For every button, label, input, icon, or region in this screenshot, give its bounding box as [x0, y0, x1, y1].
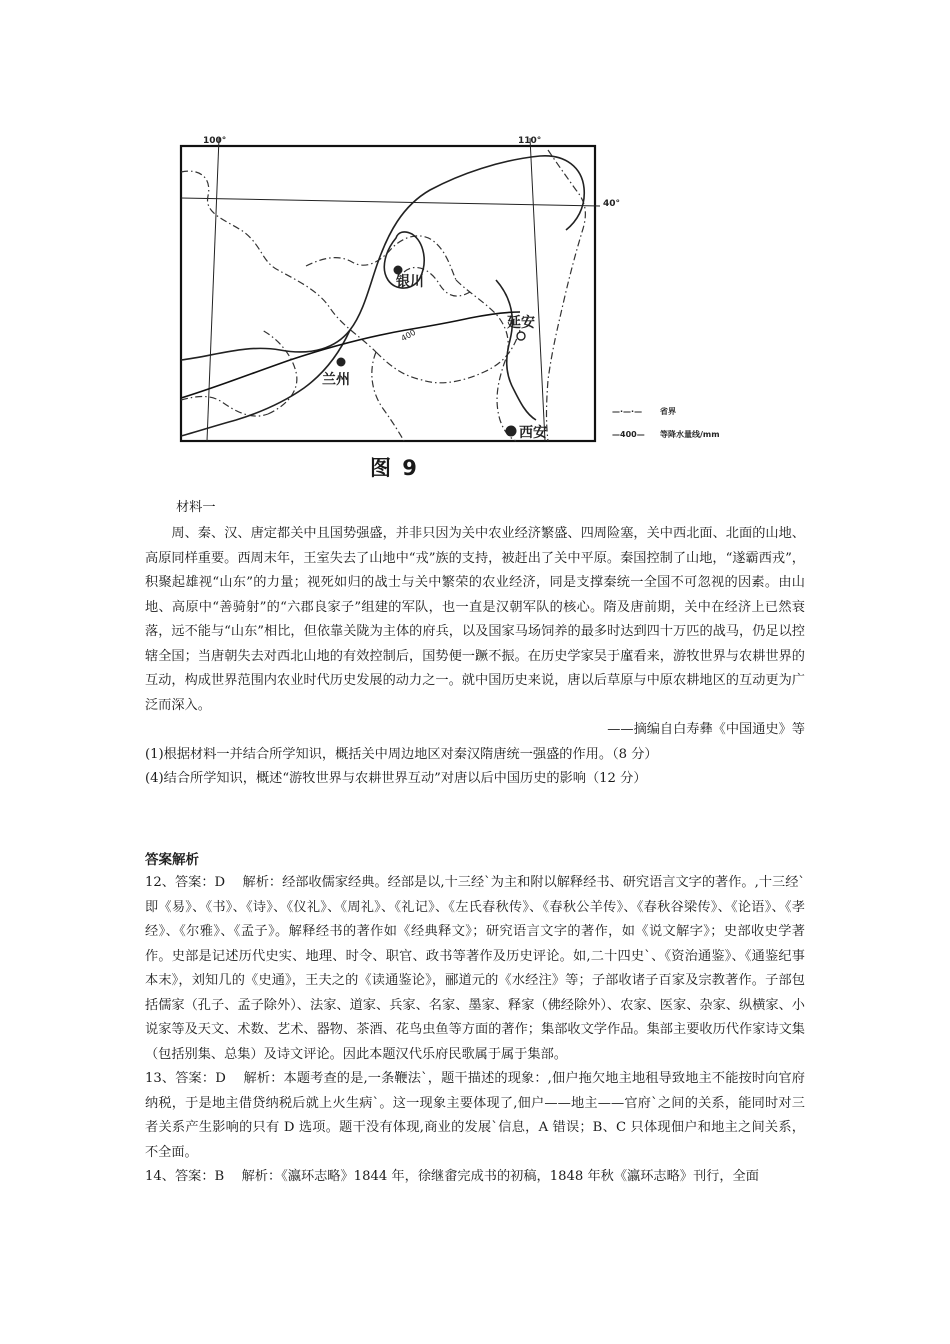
legend-isohyet-symbol: —400— — [612, 430, 645, 439]
legend-boundary-symbol: —·—·— — [612, 407, 643, 416]
city-label-xian: 西安 — [519, 425, 547, 441]
question-1: (1)根据材料一并结合所学知识，概括关中周边地区对秦汉隋唐统一强盛的作用。（8 分） — [145, 746, 658, 762]
answers-section — [145, 871, 805, 1190]
city-label-lanzhou: 兰州 — [322, 372, 350, 388]
lat-label-40: 40° — [603, 199, 621, 209]
material-paragraph: 周、秦、汉、唐定都关中且国势强盛，并非只因为关中农业经济繁盛、四周险塞，关中西北面、北面的山地、高原同样重要。西周末年，王室失去了山地中“戎”族的支持，被赶出了关中平原。秦国控制了山地，“遂霸西戎”，积聚起雄视“山东”的力量；视死如归的战士与关中繁荣的农业经济，同是支撑秦统一全国不可忽视的因素。由山地、高原中“善骑射”的“六郡良家子”组建的军队，也一直是汉朝军队的核心。隋及唐前期，关中在经济上已然衰落，远不能与“山东”相比，但依靠关陇为主体的府兵，以及国家马场饲养的最多时达到四十万匹的战马，仍足以控辖全国；当唐朝失去对西北山地的有效控制后，国势便一蹶不振。在历史学家吴于廑看来，游牧世界与农耕世界的互动，构成世界范围内农业时代历史发展的动力之一。就中国历史来说，唐以后草原与中原农耕地区的互动更为广泛而深入。 — [145, 526, 805, 713]
answers-title: 答案解析 — [145, 852, 199, 868]
meridian-100 — [207, 138, 219, 441]
city-label-yinchuan: 银川 — [396, 274, 424, 290]
answer-13: 13、答案：D 解析：本题考查的是,一条鞭法`，题干描述的现象：,佃户拖欠地主地租导致地主不能按时向官府纳税，于是地主借贷纳税后就上火生病`。这一现象主要体现了,佃户——地主——官府`之间的关系，能同时对三者关系产生影响的只有 D 选项。题干没有体现,商业的发展`信息，A 错误；B、C 只体现佃户和地主之间关系，不全面。 — [145, 1071, 805, 1160]
city-dot-xian — [506, 426, 517, 437]
figure-caption: 图 9 — [370, 456, 419, 480]
legend-boundary-label: 省界 — [660, 407, 676, 416]
answer-12: 12、答案：D 解析：经部收儒家经典。经部是以,十三经`为主和附以解释经书、研究语言文字的著作。,十三经`即《易》、《书》、《诗》、《仪礼》、《周礼》、《礼记》、《左氏春秋传》、《春秋公羊传》、《春秋谷梁传》、《论语》、《孝经》、《尔雅》、《孟子》。解释经书的著作如《经典释文》；研究语言文字的著作，如《说文解字》；史部收史学著作。史部是记述历代史实、地理、时令、职官、政书等著作及历史评论。如,二十四史`、《资治通鉴》、《通鉴纪事本末》，刘知几的《史通》，王夫之的《读通鉴论》，郦道元的《水经注》等；子部收诸子百家及宗教著作。子部包括儒家（孔子、孟子除外）、法家、道家、兵家、名家、墨家、释家（佛经除外）、农家、医家、杂家、纵横家、小说家等及天文、术数、艺术、器物、茶酒、花鸟虫鱼等方面的著作；集部收文学作品。集部主要收历代作家诗文集（包括别集、总集）及诗文评论。因此本题汉代乐府民歌属于属于集部。 — [145, 875, 805, 1062]
material-label: 材料一 — [176, 500, 216, 515]
city-dot-yanan — [517, 332, 525, 340]
city-dot-lanzhou — [337, 358, 346, 367]
isohyet-label: 400 — [399, 327, 418, 344]
legend-isohyet-label: 等降水量线/mm — [660, 430, 720, 439]
material-section — [145, 522, 805, 792]
parallel-40 — [181, 198, 600, 206]
lon-label-110: 110° — [518, 136, 542, 146]
rivers — [181, 156, 584, 436]
question-4: (4)结合所学知识，概述“游牧世界与农耕世界互动”对唐以后中国历史的影响（12 分） — [145, 771, 647, 786]
material-source: ——摘编自白寿彝《中国通史》等 — [607, 722, 805, 737]
province-boundaries — [181, 150, 585, 441]
lon-label-100: 100° — [203, 136, 227, 146]
isohyet-400 — [181, 312, 520, 398]
meridian-110 — [530, 138, 545, 441]
map-figure — [0, 0, 950, 480]
map-legend — [612, 406, 720, 439]
answer-14: 14、答案：B 解析：《瀛环志略》1844 年，徐继畬完成书的初稿，1848 年秋《瀛环志略》刊行，全面 — [145, 1169, 759, 1184]
city-label-yanan: 延安 — [507, 315, 535, 331]
